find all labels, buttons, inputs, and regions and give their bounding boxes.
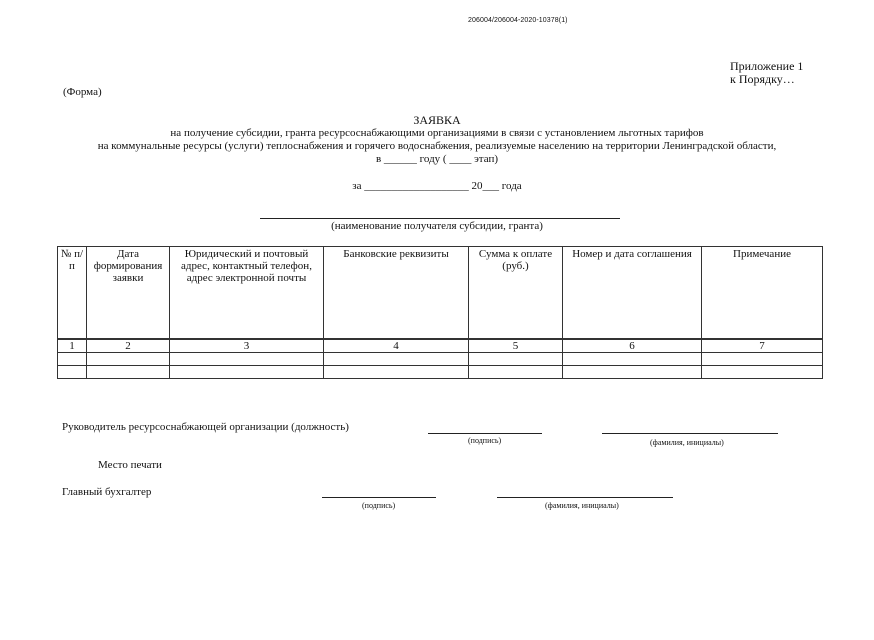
table-cell [324,366,469,379]
head-name-caption: (фамилия, инициалы) [650,438,724,447]
column-number: 1 [58,339,87,353]
accountant-label: Главный бухгалтер [62,486,152,498]
table-row [58,353,823,366]
appendix-note [730,60,803,86]
accountant-name-line [497,497,673,498]
column-number: 2 [87,339,170,353]
accountant-signature-caption: (подпись) [362,501,396,510]
head-name-line [602,433,778,434]
accountant-name-caption: (фамилия, инициалы) [545,501,619,510]
table-cell [58,366,87,379]
table-cell [702,366,823,379]
column-number: 6 [563,339,702,353]
column-number: 3 [170,339,324,353]
page-title: ЗАЯВКА [413,113,461,127]
table-cell [58,353,87,366]
recipient-line [260,218,620,219]
head-signature-line [428,433,542,434]
column-number-row [58,339,823,353]
application-table [57,246,823,379]
subtitle-line-1: на получение субсидии, гранта ресурсоснабжающими организациями в связи с установлением льготных тарифов [170,127,704,139]
table-cell [324,353,469,366]
appendix-line-2: к Порядку… [730,72,795,86]
subtitle-line-3: в ______ году ( ____ этап) [375,153,499,165]
header-number: № п/п [58,247,87,340]
column-number: 5 [469,339,563,353]
header-bank-details: Банковские реквизиты [324,247,469,340]
column-number: 7 [702,339,823,353]
header-address: Юридический и почтовый адрес, контактный телефон, адрес электронной почты [170,247,324,340]
table-cell [87,353,170,366]
table-cell [702,353,823,366]
subtitle-line-2: на коммунальные ресурсы (услуги) теплоснабжения и горячего водоснабжения, реализуемые населению на территории Ленинградской области, [97,140,777,152]
form-label: (Форма) [63,86,102,98]
table-header-row [58,247,823,340]
header-agreement: Номер и дата соглашения [563,247,702,340]
header-amount: Сумма к оплате (руб.) [469,247,563,340]
table-cell [170,366,324,379]
table-cell [563,353,702,366]
table-cell [563,366,702,379]
table-cell [469,366,563,379]
table-row [58,366,823,379]
head-signature-label: Руководитель ресурсоснабжающей организации (должность) [62,421,349,433]
seal-label: Место печати [98,459,162,471]
column-number: 4 [324,339,469,353]
header-date: Дата формирования заявки [87,247,170,340]
table-cell [87,366,170,379]
accountant-signature-line [322,497,436,498]
header-notes: Примечание [702,247,823,340]
recipient-caption: (наименование получателя субсидии, гранта) [331,220,543,232]
period-line: за ___________________ 20___ года [352,180,522,192]
table-cell [170,353,324,366]
document-number: 206004/206004-2020-10378(1) [468,17,568,24]
table-cell [469,353,563,366]
appendix-line-1: Приложение 1 [730,59,804,73]
head-signature-caption: (подпись) [468,436,502,445]
